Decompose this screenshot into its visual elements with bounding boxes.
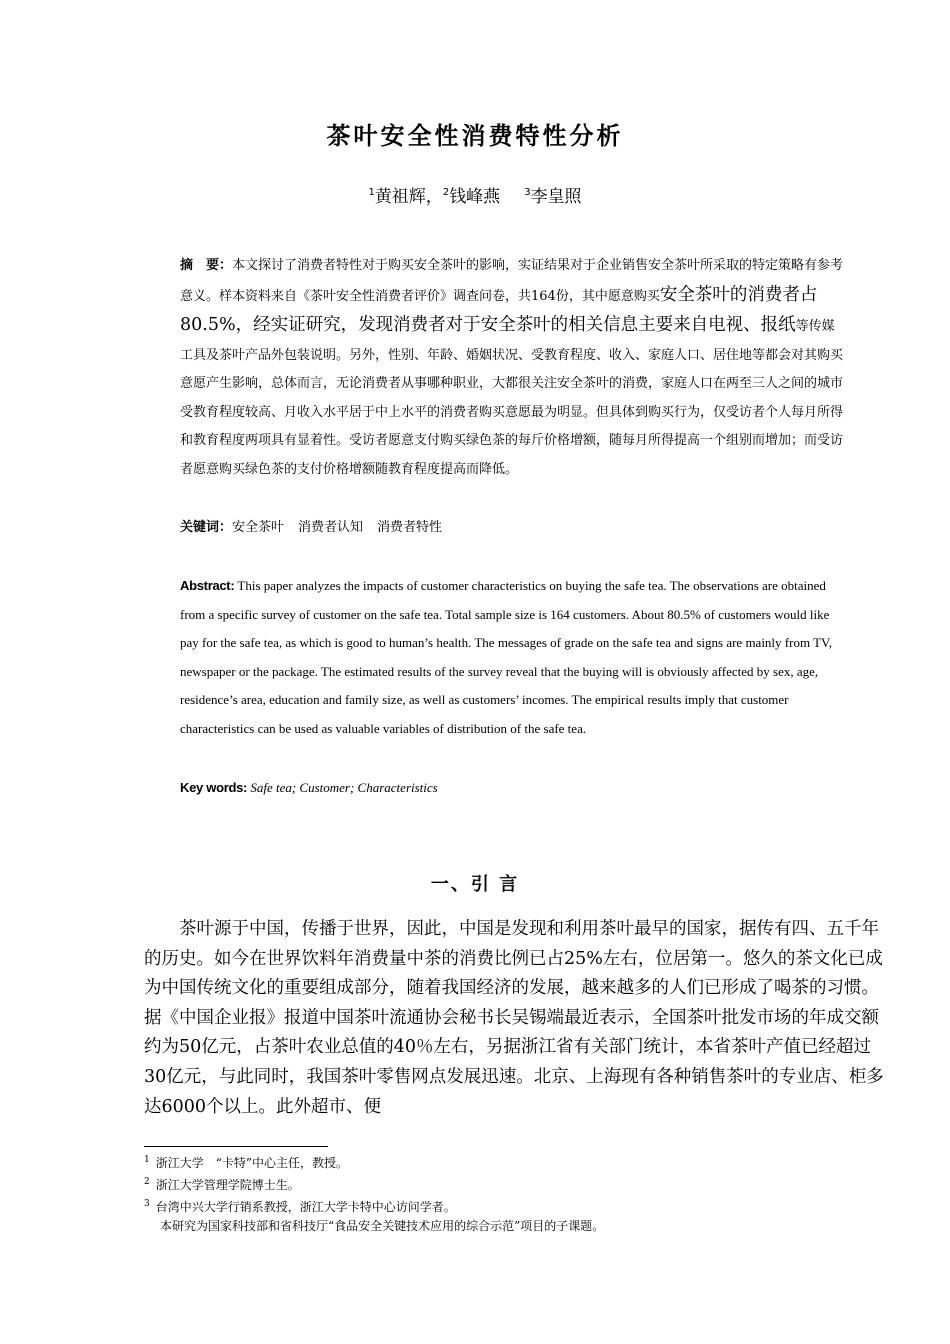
english-abstract-label: Abstract: — [180, 578, 235, 593]
footnote-separator — [144, 1146, 328, 1147]
english-abstract-text: This paper analyzes the impacts of customer characteristics on buying the safe tea. The observations are obtained from a specific survey of customer on the safe tea. Total sample size is 164 customers. About 80.5% of customers would like pay for the safe tea, as which is good to human’s health. The messages of grade on the safe tea and signs are mainly from TV, newspaper or the package. The estimated results of the survey reveal that the buying will is obviously affected by sex, age, residence’s area, education and family size, as well as customers’ incomes. The empirical results imply that customer characteristics can be used as valuable variables of distribution of the safe tea. — [180, 578, 832, 736]
footnote-2-text: 浙江大学管理学院博士生。 — [155, 1178, 300, 1192]
footnote-2-mark: 2 — [144, 1177, 150, 1187]
paper-title: 茶叶安全性消费特性分析 — [326, 122, 624, 150]
english-keywords-text: Safe tea; Customer; Characteristics — [250, 780, 438, 795]
author-1-affiliation-mark: 1 — [368, 187, 375, 198]
english-keywords-label: Key words: — [180, 780, 248, 795]
author-2-name: 钱峰燕 — [449, 187, 501, 207]
author-1-name: 黄祖辉， — [374, 187, 443, 207]
footnote-funding-note: 本研究为国家科技部和省科技厅“食品安全关键技术应用的综合示范”项目的子课题。 — [160, 1219, 605, 1233]
footnote-1 — [144, 1151, 604, 1173]
author-2-affiliation-mark: 2 — [442, 187, 450, 198]
introduction-paragraph: 茶叶源于中国，传播于世界，因此，中国是发现和利用茶叶最早的国家，据传有四、五千年的历史。如今在世界饮料年消费量中茶的消费比例已占25%左右，位居第一。悠久的茶文化已成为中国传统文化的重要组成部分，随着我国经济的发展，越来越多的人们已形成了喝茶的习惯。据《中国企业报》报道中国茶叶流通协会秘书长吴锡端最近表示，全国茶叶批发市场的年成交额约为50亿元，占茶叶农业总值的40％左右，另据浙江省有关部门统计，本省茶叶产值已经超过30亿元，与此同时，我国茶叶零售网点发展迅速。北京、上海现有各种销售茶叶的专业店、柜多达6000个以上。此外超市、便 — [144, 919, 884, 1117]
keyword-1: 安全茶叶 — [232, 520, 285, 535]
section-heading-introduction: 一、引 言 — [430, 874, 520, 895]
footnote-1-text: 浙江大学 “卡特”中心主任，教授。 — [155, 1156, 349, 1170]
author-3-affiliation-mark: 3 — [524, 187, 531, 198]
keyword-3: 消费者特性 — [377, 520, 443, 535]
footnotes — [144, 1151, 604, 1236]
footnote-3-mark: 3 — [144, 1199, 150, 1209]
english-keywords — [180, 780, 844, 796]
author-3-name: 李皇照 — [530, 187, 582, 207]
keyword-2: 消费者认知 — [298, 520, 364, 535]
footnote-3-text: 台湾中兴大学行销系教授，浙江大学卡特中心访问学者。 — [155, 1200, 456, 1214]
footnote-1-mark: 1 — [144, 1155, 150, 1165]
author-line — [0, 182, 950, 207]
chinese-keywords — [180, 516, 844, 535]
chinese-abstract-text-3: 等传媒工具及茶叶产品外包装说明。另外，性别、年龄、婚姻状况、受教育程度、收入、家庭人口、居住地等都会对其购买意愿产生影响，总体而言，无论消费者从事哪种职业，大都很关注安全茶叶的消费，家庭人口在两至三人之间的城市受教育程度较高、月收入水平居于中上水平的消费者购买意愿最为明显。但具体到购买行为，仅受访者个人每月所得和教育程度两项具有显着性。受访者愿意支付购买绿色茶的每斤价格增额，随每月所得提高一个组别而增加；而受访者愿意购买绿色茶的支付价格增额随教育程度提高而降低。 — [180, 319, 844, 477]
footnote-3 — [144, 1195, 604, 1217]
chinese-abstract — [180, 252, 844, 484]
footnote-2 — [144, 1173, 604, 1195]
english-abstract — [180, 572, 844, 744]
chinese-keywords-label: 关键词： — [180, 520, 233, 535]
chinese-abstract-label: 摘 要： — [180, 258, 233, 273]
chinese-abstract-text-1: 本文探讨了消费者特性对于购买安全茶叶的影响，实证结果对于企业销售安全茶叶所采取的特定策略有参考意义。样本资料来自《茶叶安全性消费者评价》调查问卷，共164份，其中愿意购买 — [180, 258, 844, 304]
chinese-abstract-text-2: 安全茶叶的消费者占80.5%，经实证研究，发现消费者对于安全茶叶的相关信息主要来自电视、报纸 — [180, 284, 818, 335]
